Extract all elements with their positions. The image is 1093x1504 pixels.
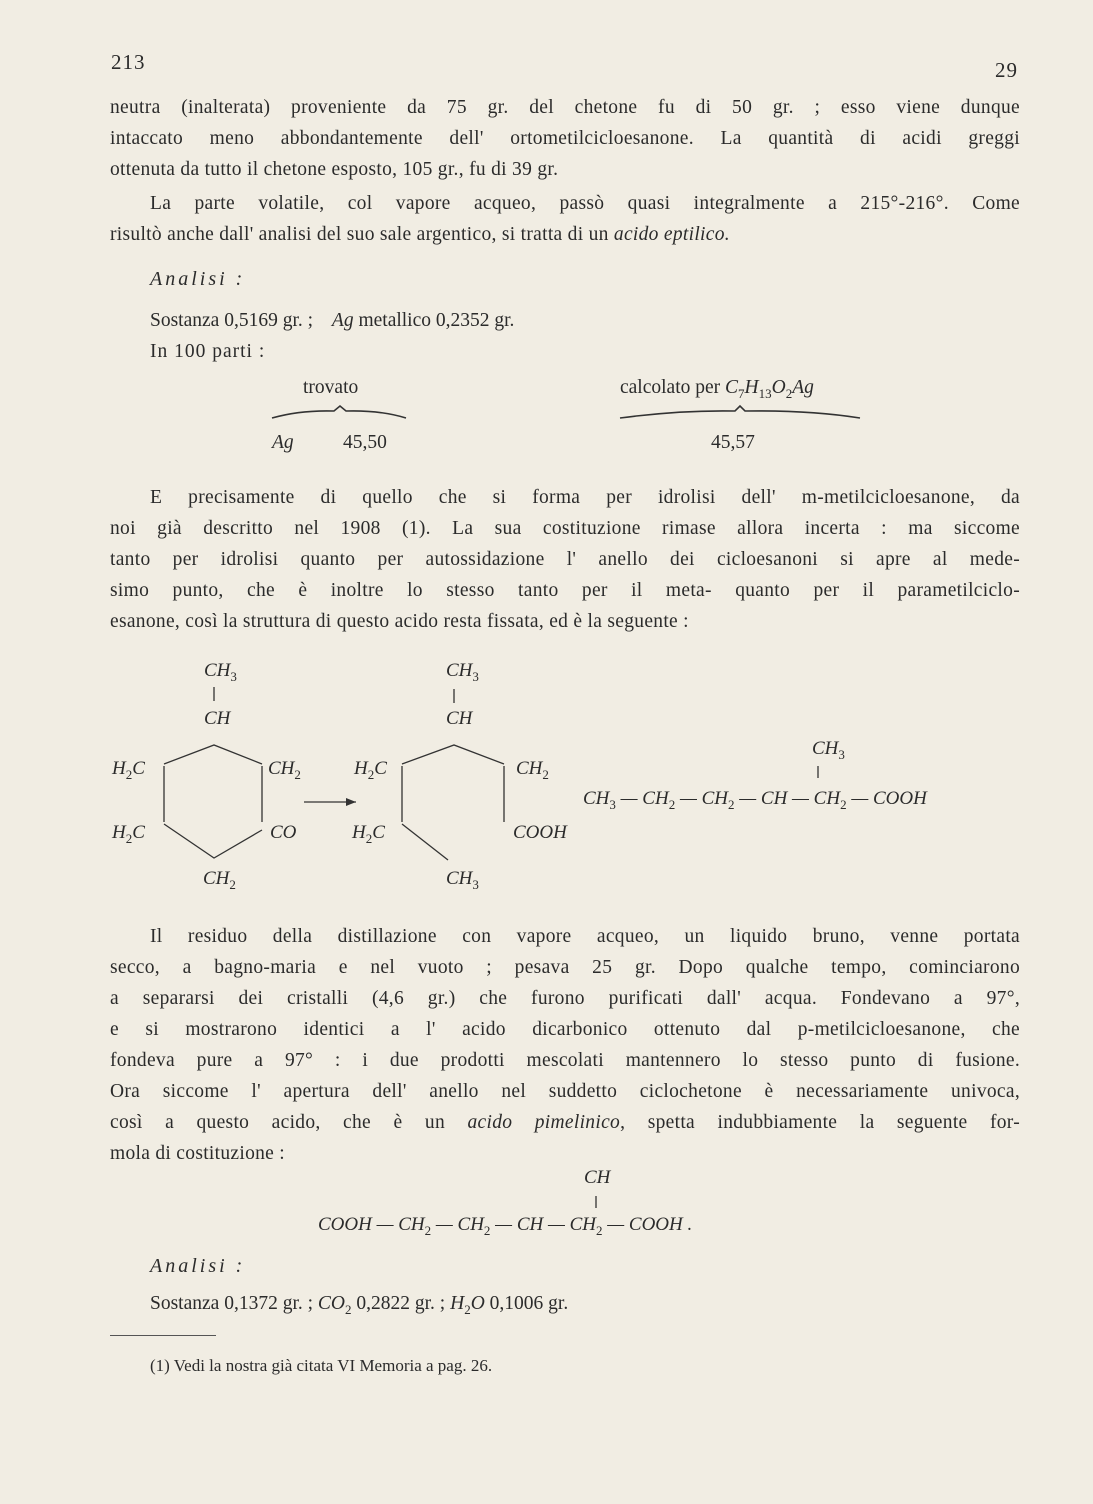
found-value: 45,50 [343,432,387,453]
text-span: , spetta indubbiamente la seguente for- [620,1112,1020,1133]
ring2-ch2-right: $CH_2$ [516,758,549,782]
ring2-cooh: COOH [513,822,567,843]
formula2-chain: COOH — $CH_2$ — $CH_2$ — CH — $CH_2$ — COOH . [318,1214,693,1238]
text-line: simo punto, che è inoltre lo stesso tanto per il meta- quanto per il parametilciclo- [110,580,1020,601]
paragraph-4 [110,921,1020,1169]
chain-branch-ch3: $CH_3$ [812,738,845,762]
text-line: intaccato meno abbondantemente dell' ortometilcicloesanone. La quantità di acidi greggi [110,128,1020,149]
ring2-h2c-upper: $H_2C$ [354,758,387,782]
text-line: mola di costituzione : [110,1143,286,1164]
text-line: secco, a bagno-maria e nel vuoto ; pesava 25 gr. Dopo qualche tempo, cominciarono [110,957,1020,978]
ring1-h2c-lower: $H_2C$ [112,822,145,846]
ag-symbol: Ag [331,310,354,331]
ring2-ch3: $CH_3$ [446,660,479,684]
text-line [110,1107,1020,1138]
text-line: a separarsi dei cristalli (4,6 gr.) che furono purificati dall' acqua. Fondevano a 97°, [110,988,1020,1009]
formula2-branch: CH [584,1167,611,1188]
page-number-left: 213 [111,50,146,74]
sostanza-text: Sostanza 0,5169 gr. ; [150,310,314,331]
text-line: neutra (inalterata) proveniente da 75 gr. del chetone fu di 50 gr. ; esso viene dunque [110,97,1020,118]
in-parti: In 100 parti : [150,341,266,362]
text-line: Ora siccome l' apertura dell' anello nel suddetto ciclochetone è necessariamente univoca, [110,1081,1020,1102]
ring2-h2c-lower: $H_2C$ [352,822,385,846]
ring2-ch: CH [446,708,473,729]
text-span: così a questo acido, che è un [110,1112,468,1133]
analysis-heading: Analisi : [150,268,246,290]
ring1-ch2-bottom: $CH_2$ [203,868,236,892]
ring1-h2c-upper: $H_2C$ [112,758,145,782]
ring1-ch: CH [204,708,231,729]
page-number-right: 29 [995,58,1018,82]
acid-name: acido eptilico. [613,224,730,245]
calc-value: 45,57 [711,432,755,453]
text-line: La parte volatile, col vapore acqueo, passò quasi integralmente a 215°-216°. Come [150,193,1020,214]
footnote: (1) Vedi la nostra già citata VI Memoria a pag. 26. [150,1356,493,1375]
chain-formula: $CH_3$ — $CH_2$ — $CH_2$ — CH — $CH_2$ — COOH [583,788,927,812]
calcolato-text: calcolato per [620,377,721,398]
text-line: Il residuo della distillazione con vapore acqueo, un liquido bruno, venne portata [150,926,1020,947]
ag-label: Ag [272,432,294,453]
analysis-heading-2: Analisi : [150,1255,246,1277]
text-line: esanone, così la struttura di questo acido resta fissata, ed è la seguente : [110,611,689,632]
analysis2-line: Sostanza 0,1372 gr. ; $CO_2$ 0,2822 gr. ; $H_2O$ 0,1006 gr. [150,1293,569,1317]
metallico-text: metallico 0,2352 gr. [358,310,515,331]
footnote-rule [110,1335,216,1336]
text-line: E precisamente di quello che si forma per idrolisi dell' m-metilcicloesanone, da [150,487,1020,508]
ring1-ch2-right: $CH_2$ [268,758,301,782]
text-span: risultò anche dall' analisi del suo sale argentico, si tratta di un [110,224,614,245]
trovato-label: trovato [303,377,359,398]
text-line: fondeva pure a 97° : i due prodotti mescolati mantennero lo stesso punto di fusione. [110,1050,1020,1071]
formula-silver-salt: $C_7H_{13}O_2Ag$ [725,377,814,401]
ring1-co: CO [270,822,297,843]
text-line: tanto per idrolisi quanto per autossidazione l' anello dei cicloesanoni si apre al mede- [110,549,1020,570]
text-line: ottenuta da tutto il chetone esposto, 105 gr., fu di 39 gr. [110,159,559,180]
text-line: e si mostrarono identici a l' acido dicarbonico ottenuto dal p-metilcicloesanone, che [110,1019,1020,1040]
ring1-ch3: $CH_3$ [204,660,237,684]
ring2-ch3-bottom: $CH_3$ [446,868,479,892]
acid-name: acido pimelinico [467,1112,621,1133]
text-line: noi già descritto nel 1908 (1). La sua costituzione rimase allora incerta : ma siccome [110,518,1020,539]
